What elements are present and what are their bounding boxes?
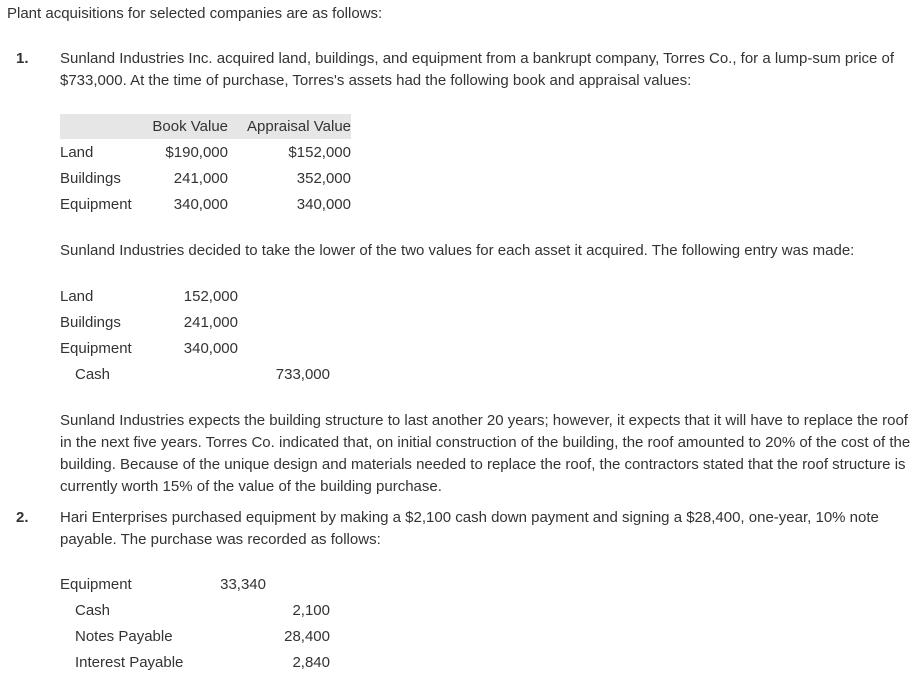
- book-value: 241,000: [173, 170, 228, 187]
- roof-explanation: Sunland Industries expects the building structure to last another 20 years; however, it expects that it will have to replace the roof in the next five years. Torres Co. indicated that, on initial construction of the building, the roof amounted to 20% of the cost of the building. Because of the unique design and materials needed to replace the roof, the contractors stated that the roof structure is currently worth 15% of the value of the building purchase.: [60, 412, 911, 495]
- credit-amount: 733,000: [275, 366, 330, 383]
- credit-amount: 2,100: [292, 602, 330, 619]
- account-name: Equipment: [60, 576, 132, 593]
- account-name: Land: [60, 288, 94, 305]
- book-value: $190,000: [165, 144, 228, 161]
- debit-amount: 152,000: [183, 288, 238, 305]
- column-header-book-value: Book Value: [152, 118, 228, 135]
- account-name: Interest Payable: [75, 654, 184, 671]
- item-2-description: Hari Enterprises purchased equipment by making a $2,100 cash down payment and signing a $28,400, one-year, 10% note payable. The purchase was recorded as follows:: [60, 509, 879, 548]
- debit-amount: 33,340: [220, 576, 266, 593]
- appraisal-value: 340,000: [296, 196, 351, 213]
- row-label: Buildings: [60, 170, 121, 187]
- appraisal-value: 352,000: [296, 170, 351, 187]
- item-1-description: Sunland Industries Inc. acquired land, buildings, and equipment from a bankrupt company, Torres Co., for a lump-sum price of $733,000. At the time of purchase, Torres's assets had the following book and appraisal values:: [60, 50, 895, 89]
- account-name: Buildings: [60, 314, 121, 331]
- item-1-number: 1.: [16, 50, 29, 67]
- decision-text: Sunland Industries decided to take the lower of the two values for each asset it acquired. The following entry was made:: [60, 242, 855, 259]
- account-name: Equipment: [60, 340, 132, 357]
- column-header-appraisal-value: Appraisal Value: [247, 118, 351, 135]
- book-value: 340,000: [173, 196, 228, 213]
- intro-text: Plant acquisitions for selected companies are as follows:: [7, 5, 383, 22]
- appraisal-value: $152,000: [288, 144, 351, 161]
- row-label: Land: [60, 144, 94, 161]
- account-name: Cash: [75, 602, 111, 619]
- account-name: Cash: [75, 366, 111, 383]
- debit-amount: 241,000: [183, 314, 238, 331]
- credit-amount: 28,400: [284, 628, 330, 645]
- credit-amount: 2,840: [292, 654, 330, 671]
- debit-amount: 340,000: [183, 340, 238, 357]
- account-name: Notes Payable: [75, 628, 173, 645]
- item-2-number: 2.: [16, 509, 29, 526]
- row-label: Equipment: [60, 196, 132, 213]
